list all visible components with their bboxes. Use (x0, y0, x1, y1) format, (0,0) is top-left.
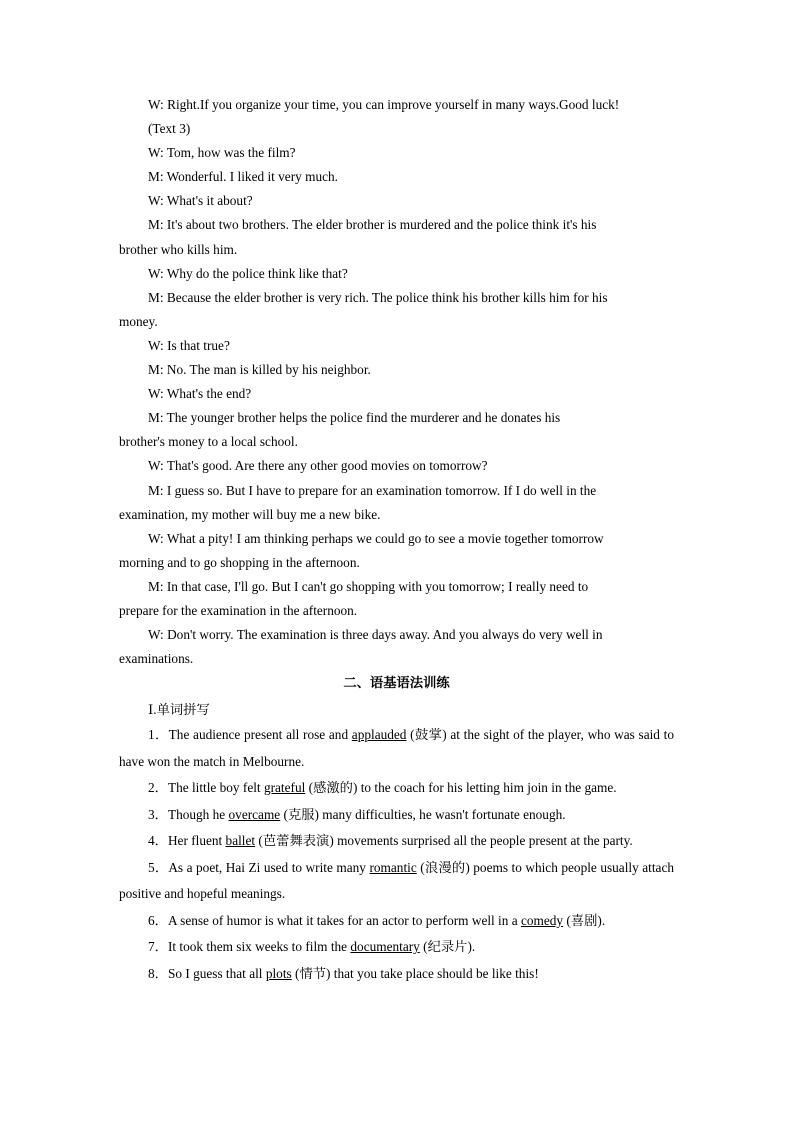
transcript-line: examination, my mother will buy me a new bike. (119, 506, 381, 522)
exercise-text: 6．A sense of humor is what it takes for an actor to perform well in a (148, 912, 521, 928)
exercise-answer: plots (265, 965, 292, 981)
exercise-text: 8．So I guess that all (148, 965, 266, 981)
transcript-line: prepare for the examination in the afternoon. (119, 602, 358, 618)
transcript-line: (Text 3) (148, 121, 191, 137)
exercise-item (119, 828, 674, 855)
transcript-line: M: It's about two brothers. The elder brother is murdered and the police think it's his (148, 217, 597, 233)
document-page (119, 93, 674, 987)
transcript-line: W: What's the end? (148, 386, 252, 402)
exercise-item (119, 775, 674, 802)
transcript-line: examinations. (119, 651, 194, 667)
transcript-line: M: The younger brother helps the police find the murderer and he donates his (148, 410, 561, 426)
transcript-line: M: In that case, I'll go. But I can't go shopping with you tomorrow; I really need to (148, 578, 589, 594)
exercise-text: (浪漫的) poems to which people usually attach positive and hopeful meanings. (119, 859, 675, 902)
transcript-line: W: Right.If you organize your time, you can improve yourself in many ways.Good luck! (148, 97, 620, 112)
transcript-line: M: I guess so. But I have to prepare for an examination tomorrow. If I do well in the (148, 482, 597, 498)
transcript-line: money. (119, 313, 158, 329)
exercise-text: 2．The little boy felt (148, 780, 264, 796)
exercise-text: (情节) that you take place should be like this! (291, 965, 539, 981)
exercise-text: (克服) many difficulties, he wasn't fortunate enough. (280, 806, 566, 822)
exercise-text: (鼓掌) at the sight of the player, who was said to have won the match in Melbourne. (119, 727, 674, 769)
exercise-answer: ballet (225, 833, 256, 849)
exercise-answer: comedy (520, 912, 564, 928)
exercise-answer: overcame (228, 806, 281, 822)
exercise-item (119, 961, 674, 988)
transcript-line: M: Wonderful. I liked it very much. (148, 169, 338, 185)
exercise-answer: romantic (369, 859, 417, 875)
transcript-line: W: What a pity! I am thinking perhaps we could go to see a movie together tomorrow (148, 530, 604, 546)
sub-section-title: Ⅰ.单词拼写 (148, 702, 210, 718)
exercise-text: (喜剧). (563, 912, 606, 928)
exercise-answer: documentary (350, 939, 420, 955)
exercise-text: 4．Her fluent (148, 833, 226, 849)
exercise-answer: applauded (351, 727, 407, 743)
exercise-text: (芭蕾舞表演) movements surprised all the people present at the party. (255, 833, 633, 849)
transcript-line: W: Don't worry. The examination is three days away. And you always do very well in (148, 627, 603, 643)
transcript-line: M: No. The man is killed by his neighbor. (148, 362, 371, 378)
exercise-text: (纪录片). (419, 939, 476, 955)
section-title: 二、语基语法训练 (343, 675, 450, 691)
word-spelling-exercises (119, 722, 674, 987)
exercise-text: 1．The audience present all rose and (148, 727, 352, 743)
exercise-text: 3．Though he (148, 806, 229, 822)
transcript-line: W: Why do the police think like that? (148, 265, 348, 281)
exercise-item (119, 802, 674, 829)
transcript-line: brother's money to a local school. (119, 434, 298, 450)
transcript-line: W: What's it about? (148, 193, 253, 209)
listening-transcript (119, 93, 674, 671)
transcript-line: W: That's good. Are there any other good movies on tomorrow? (148, 458, 488, 474)
transcript-line: morning and to go shopping in the afternoon. (119, 554, 360, 570)
exercise-text: (感激的) to the coach for his letting him join in the game. (305, 780, 617, 796)
exercise-item (119, 722, 674, 775)
exercise-answer: grateful (263, 780, 306, 796)
exercise-text: 5．As a poet, Hai Zi used to write many (148, 859, 370, 875)
transcript-line: W: Is that true? (148, 337, 230, 353)
exercise-text: 7．It took them six weeks to film the (148, 939, 351, 955)
exercise-item (119, 908, 674, 935)
exercise-item (119, 855, 674, 908)
transcript-line: W: Tom, how was the film? (148, 145, 296, 161)
transcript-line: M: Because the elder brother is very rich. The police think his brother kills him for his (148, 289, 608, 305)
exercise-item (119, 934, 674, 961)
transcript-line: brother who kills him. (119, 241, 238, 257)
